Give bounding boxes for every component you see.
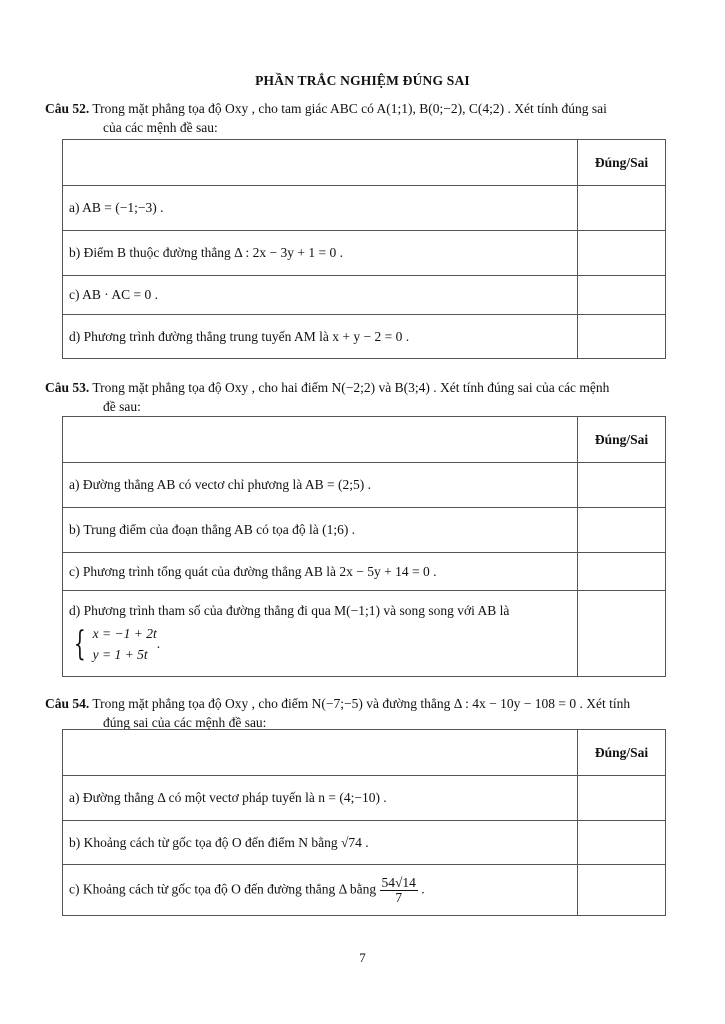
statement-c-text: c) Khoảng cách từ gốc tọa độ O đến đường thẳng Δ bằng: [69, 881, 377, 897]
answer-cell-d[interactable]: [578, 315, 666, 359]
statement-d-text: d) Phương trình tham số của đường thẳng đi qua M(−1;1) và song song với AB là: [69, 602, 510, 618]
brace-symbol: {: [73, 623, 86, 664]
statement-c: c) AB · AC = 0 .: [63, 276, 578, 315]
answer-cell-a[interactable]: [578, 776, 666, 821]
question-53-stem: [45, 378, 687, 416]
fraction-numerator: 54√14: [381, 874, 416, 890]
statement-c: c) Phương trình tổng quát của đường thẳng AB là 2x − 5y + 14 = 0 .: [63, 553, 578, 591]
parametric-system: { x = −1 + 2t y = 1 + 5t .: [73, 623, 161, 664]
answer-cell-a[interactable]: [578, 186, 666, 231]
system-line-y: y = 1 + 5t: [92, 646, 148, 662]
question-label: Câu 52.: [45, 101, 90, 116]
statement-c: c) Khoảng cách từ gốc tọa độ O đến đường thẳng Δ bằng $\frac{54√14}{7}$ .: [63, 865, 578, 916]
question-text: Trong mặt phẳng tọa độ Oxy , cho hai điểm N(−2;2) và B(3;4) . Xét tính đúng sai của các mệnh: [92, 380, 610, 395]
answer-cell-c[interactable]: [578, 865, 666, 916]
answer-cell-c[interactable]: [578, 553, 666, 591]
answer-cell-b[interactable]: [578, 821, 666, 865]
header-true-false: Đúng/Sai: [578, 417, 666, 463]
question-52-stem: [45, 99, 687, 137]
statement-d: [63, 591, 578, 677]
question-label: Câu 53.: [45, 380, 90, 395]
answer-cell-a[interactable]: [578, 463, 666, 508]
statement-a: a) AB = (−1;−3) .: [63, 186, 578, 231]
system-line-x: x = −1 + 2t: [92, 625, 157, 641]
statement-b: b) Trung điểm của đoạn thẳng AB có tọa độ là (1;6) .: [63, 508, 578, 553]
question-54-table: [62, 729, 666, 916]
answer-cell-b[interactable]: [578, 508, 666, 553]
fraction-denominator: 7: [395, 889, 403, 905]
statement-d: d) Phương trình đường thẳng trung tuyến AM là x + y − 2 = 0 .: [63, 315, 578, 359]
question-53-table: [62, 416, 666, 677]
statement-b: b) Khoảng cách từ gốc tọa độ O đến điểm N bằng √74 .: [63, 821, 578, 865]
question-text: Trong mặt phẳng tọa độ Oxy , cho điểm N(−7;−5) và đường thẳng Δ : 4x − 10y − 108 = 0 . Xét tính: [92, 696, 631, 711]
question-text-cont: đề sau:: [103, 399, 141, 414]
answer-cell-c[interactable]: [578, 276, 666, 315]
question-text-cont: của các mệnh đề sau:: [103, 120, 218, 135]
question-label: Câu 54.: [45, 696, 90, 711]
question-54-stem: [45, 694, 687, 732]
question-text: Trong mặt phẳng tọa độ Oxy , cho tam giác ABC có A(1;1), B(0;−2), C(4;2) . Xét tính đúng sai: [92, 101, 607, 116]
answer-cell-d[interactable]: [578, 591, 666, 677]
distance-fraction: [380, 876, 418, 905]
question-52-table: [62, 139, 666, 359]
statement-a: a) Đường thẳng Δ có một vectơ pháp tuyến là n = (4;−10) .: [63, 776, 578, 821]
question-text-cont: đúng sai của các mệnh đề sau:: [103, 715, 267, 730]
answer-cell-b[interactable]: [578, 231, 666, 276]
header-true-false: Đúng/Sai: [578, 140, 666, 186]
page-number: 7: [359, 950, 366, 965]
header-true-false: Đúng/Sai: [578, 730, 666, 776]
statement-a: a) Đường thẳng AB có vectơ chỉ phương là AB = (2;5) .: [63, 463, 578, 508]
section-title: PHẦN TRẮC NGHIỆM ĐÚNG SAI: [255, 73, 470, 88]
statement-b: b) Điểm B thuộc đường thẳng Δ : 2x − 3y + 1 = 0 .: [63, 231, 578, 276]
